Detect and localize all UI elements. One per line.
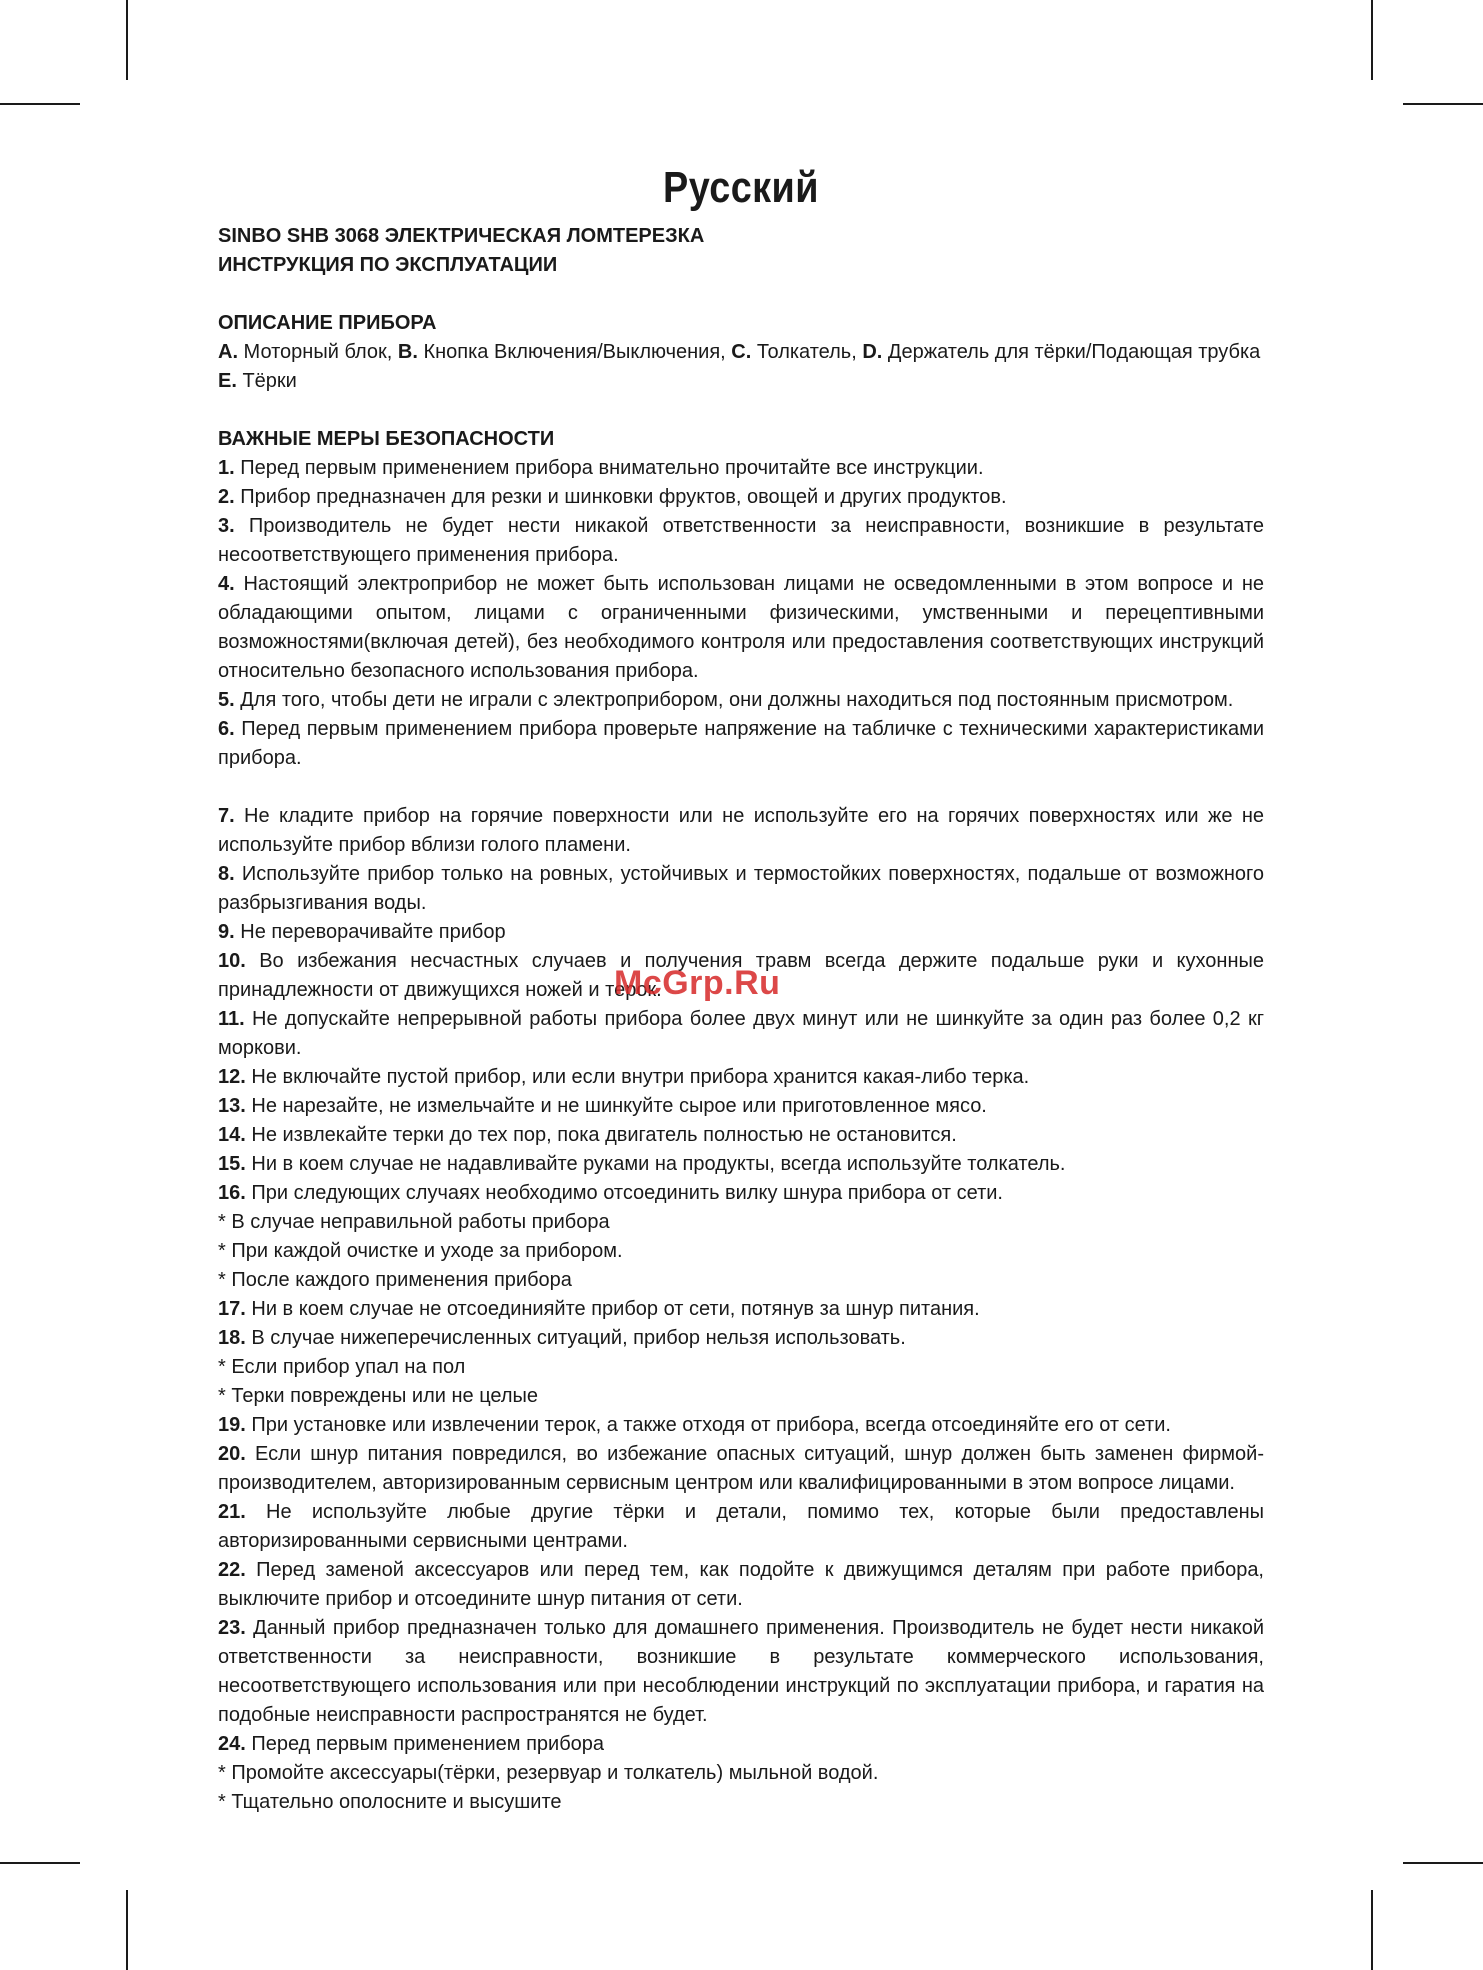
item-text: Перед заменой аксессуаров или перед тем, как подойте к движущимся деталям при работе прибора, выключите прибор и отсоедините шнур питания от сети.	[218, 1559, 1264, 1610]
safety-bullet: * При каждой очистке и уходе за прибором.	[218, 1240, 623, 1262]
item-text: Перед первым применением прибора проверьте напряжение на табличке с техническими характеристиками прибора.	[218, 718, 1264, 769]
item-number: 15.	[218, 1153, 246, 1175]
item-number: 6.	[218, 718, 235, 740]
part-text: Моторный блок,	[238, 341, 398, 363]
safety-heading: ВАЖНЫЕ МЕРЫ БЕЗОПАСНОСТИ	[218, 428, 555, 450]
safety-item	[218, 1092, 1264, 1121]
item-number: 24.	[218, 1733, 246, 1755]
item-text: Используйте прибор только на ровных, устойчивых и термостойких поверхностях, подальше от возможного разбрызгивания воды.	[218, 863, 1264, 914]
safety-bullet: * После каждого применения прибора	[218, 1269, 572, 1291]
item-number: 4.	[218, 573, 235, 595]
safety-item	[218, 1730, 1264, 1759]
description-heading: ОПИСАНИЕ ПРИБОРА	[218, 312, 437, 334]
safety-bullet: * В случае неправильной работы прибора	[218, 1211, 610, 1233]
item-number: 10.	[218, 950, 246, 972]
safety-item	[218, 512, 1264, 570]
crop-mark	[1371, 0, 1373, 80]
crop-mark	[1371, 1890, 1373, 1970]
part-text: Держатель для тёрки/Подающая трубка	[882, 341, 1261, 363]
part-text: Тёрки	[236, 370, 297, 392]
safety-item	[218, 1121, 1264, 1150]
safety-item	[218, 1179, 1264, 1208]
item-number: 8.	[218, 863, 235, 885]
item-number: 9.	[218, 921, 235, 943]
item-text: Не используйте любые другие тёрки и детали, помимо тех, которые были предоставлены авторизированными сервисными центрами.	[218, 1501, 1264, 1552]
product-title: SINBO SHB 3068 ЭЛЕКТРИЧЕСКАЯ ЛОМТЕРЕЗКА	[218, 225, 705, 247]
safety-item	[218, 570, 1264, 686]
item-text: Прибор предназначен для резки и шинковки фруктов, овощей и других продуктов.	[234, 486, 1007, 508]
safety-item	[218, 1324, 1264, 1353]
safety-item	[218, 918, 1264, 947]
part-label: B.	[397, 341, 418, 363]
item-text: Ни в коем случае не надавливайте руками на продукты, всегда используйте толкатель.	[245, 1153, 1066, 1175]
safety-item	[218, 1614, 1264, 1730]
safety-item	[218, 1411, 1264, 1440]
description-parts-line-2	[218, 367, 1264, 396]
item-number: 2.	[218, 486, 235, 508]
safety-bullet: * Промойте аксессуары(тёрки, резервуар и толкатель) мыльной водой.	[218, 1762, 879, 1784]
safety-item	[218, 860, 1264, 918]
item-number: 17.	[218, 1298, 246, 1320]
item-text: Настоящий электроприбор не может быть использован лицами не осведомленными в этом вопросе и не обладающими опытом, лицами с ограниченными физическими, умственными и перецептивными возможностями(включая детей), без необходимого контроля или предоставления соответствующих инструкций относительно безопасного использования прибора.	[218, 573, 1264, 682]
item-number: 1.	[218, 457, 235, 479]
item-text: Перед первым применением прибора	[245, 1733, 605, 1755]
item-number: 18.	[218, 1327, 246, 1349]
safety-item	[218, 1295, 1264, 1324]
item-number: 16.	[218, 1182, 246, 1204]
item-text: Для того, чтобы дети не играли с электроприбором, они должны находиться под постоянным присмотром.	[234, 689, 1234, 711]
safety-item	[218, 454, 1264, 483]
item-number: 13.	[218, 1095, 246, 1117]
part-text: Толкатель,	[751, 341, 863, 363]
crop-mark	[126, 1890, 128, 1970]
safety-item	[218, 715, 1264, 773]
crop-mark	[0, 103, 80, 105]
watermark-text: McGrp.Ru	[614, 964, 781, 1002]
item-number: 22.	[218, 1559, 246, 1581]
item-text: При установке или извлечении терок, а также отходя от прибора, всегда отсоединяйте его от сети.	[245, 1414, 1171, 1436]
safety-item	[218, 1440, 1264, 1498]
item-number: 20.	[218, 1443, 246, 1465]
item-text: При следующих случаях необходимо отсоединить вилку шнура прибора от сети.	[245, 1182, 1003, 1204]
item-number: 21.	[218, 1501, 246, 1523]
language-title: Русский	[663, 163, 819, 212]
item-text: Не переворачивайте прибор	[234, 921, 506, 943]
item-text: Не кладите прибор на горячие поверхности или не используйте его на горячих поверхностях или же не используйте прибор вблизи голого пламени.	[218, 805, 1264, 856]
description-parts-line-1	[218, 338, 1264, 367]
safety-item	[218, 1556, 1264, 1614]
item-text: В случае нижеперечисленных ситуаций, прибор нельзя использовать.	[245, 1327, 906, 1349]
item-text: Данный прибор предназначен только для домашнего применения. Производитель не будет нести никакой ответственности за неисправности, возникшие в результате коммерческого использования, несоответствующего использования или при несоблюдении инструкций по эксплуатации прибора, и гаратия на подобные неисправности распространятся не будет.	[218, 1617, 1264, 1726]
item-number: 11.	[218, 1008, 245, 1030]
manual-title: ИНСТРУКЦИЯ ПО ЭКСПЛУАТАЦИИ	[218, 254, 558, 276]
safety-item	[218, 802, 1264, 860]
safety-item	[218, 1063, 1264, 1092]
safety-list	[218, 454, 1264, 1817]
safety-item	[218, 1150, 1264, 1179]
safety-item	[218, 1005, 1264, 1063]
item-number: 19.	[218, 1414, 246, 1436]
item-text: Производитель не будет нести никакой ответственности за неисправности, возникшие в результате несоответствующего применения прибора.	[218, 515, 1264, 566]
crop-mark	[0, 1862, 80, 1864]
part-label: C.	[731, 341, 752, 363]
crop-mark	[1403, 103, 1483, 105]
item-text: Во избежания несчастных случаев и получения травм всегда держите подальше руки и кухонные принадлежности от движущихся ножей и терок.	[218, 950, 1264, 1001]
item-number: 14.	[218, 1124, 246, 1146]
safety-bullet: * Терки повреждены или не целые	[218, 1385, 539, 1407]
crop-mark	[1403, 1862, 1483, 1864]
item-number: 3.	[218, 515, 235, 537]
part-text: Кнопка Включения/Выключения,	[417, 341, 732, 363]
crop-mark	[126, 0, 128, 80]
item-text: Не допускайте непрерывной работы прибора более двух минут или не шинкуйте за один раз более 0,2 кг моркови.	[218, 1008, 1264, 1059]
item-text: Если шнур питания повредился, во избежание опасных ситуаций, шнур должен быть заменен фирмой-производителем, авторизированным сервисным центром или квалифицированными в этом вопросе лицами.	[218, 1443, 1264, 1494]
item-number: 5.	[218, 689, 235, 711]
item-text: Не извлекайте терки до тех пор, пока двигатель полностью не остановится.	[245, 1124, 957, 1146]
item-text: Перед первым применением прибора внимательно прочитайте все инструкции.	[234, 457, 984, 479]
safety-bullet: * Если прибор упал на пол	[218, 1356, 466, 1378]
item-text: Не нарезайте, не измельчайте и не шинкуйте сырое или приготовленное мясо.	[245, 1095, 987, 1117]
safety-item	[218, 686, 1264, 715]
part-label: D.	[862, 341, 883, 363]
item-number: 12.	[218, 1066, 246, 1088]
safety-item	[218, 1498, 1264, 1556]
item-text: Не включайте пустой прибор, или если внутри прибора хранится какая-либо терка.	[245, 1066, 1030, 1088]
part-label: A.	[218, 341, 238, 363]
part-label: E.	[218, 370, 237, 392]
item-number: 23.	[218, 1617, 246, 1639]
safety-bullet: * Тщательно ополосните и высушите	[218, 1791, 562, 1813]
item-text: Ни в коем случае не отсоединияйте прибор от сети, потянув за шнур питания.	[245, 1298, 980, 1320]
safety-item	[218, 483, 1264, 512]
item-number: 7.	[218, 805, 235, 827]
